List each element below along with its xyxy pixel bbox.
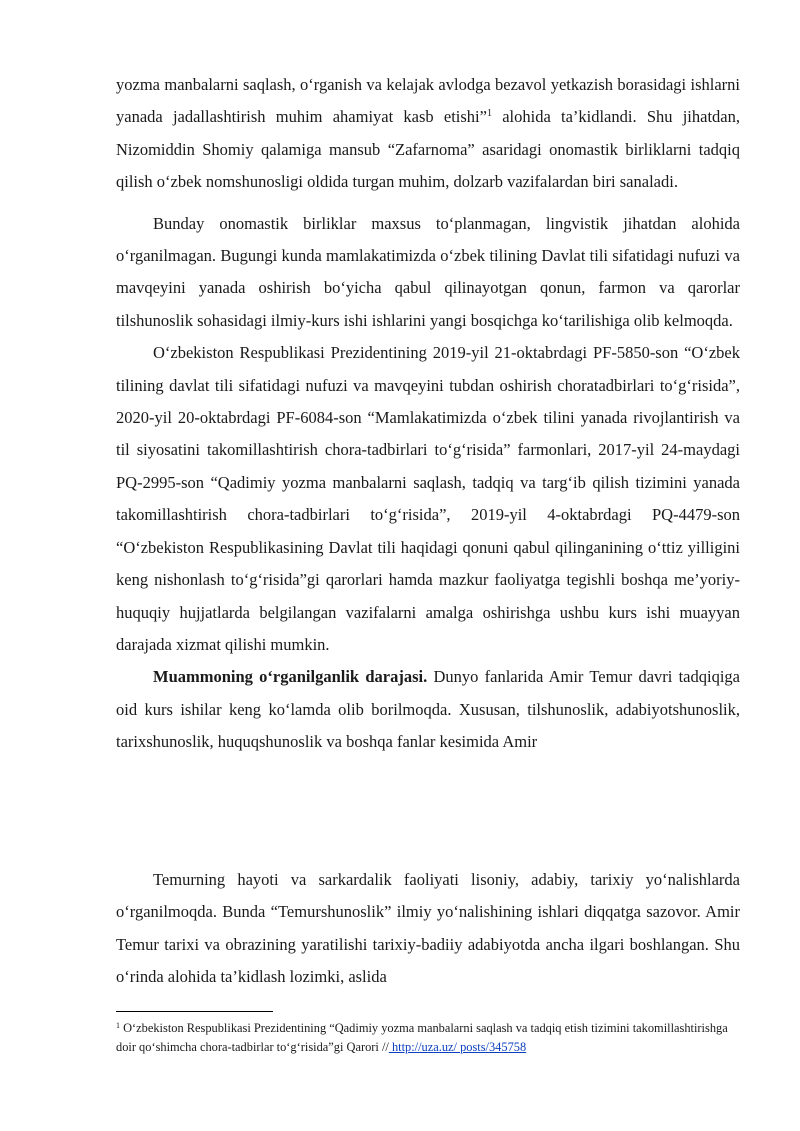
paragraph-3: O‘zbekiston Respublikasi Prezidentining 2019-yil 21-oktabrdagi PF-5850-son “O‘zbek tilining davlat tili sifatidagi nufuzi va mavqeyini tubdan oshirish choratadbirlari to‘g‘risida”, 2020-yil 20-oktabrdagi PF-6084-son “Mamlakatimizda o‘zbek tilini yanada rivojlantirish va til siyosatini takomillashtirish chora-tadbirlari to‘g‘risida” farmonlari, 2017-yil 24-maydagi PQ-2995-son “Qadimiy yozma manbalarni saqlash, tadqiq va targ‘ib qilish tizimini yanada takomillashtirish chora-tadbirlari to‘g‘risida”, 2019-yil 4-oktabrdagi PQ-4479-son “O‘zbekiston Respublikasining Davlat tili haqidagi qonuni qabul qilinganining o‘ttiz yilligini keng nishonlash to‘g‘risida”gi qarorlari hamda mazkur faoliyatga tegishli boshqa me’yoriy-huquqiy hujjatlarda belgilangan vazifalarni amalga oshirishga ushbu kurs ishi muayyan darajada xizmat qilishi mumkin. (116, 343, 740, 654)
footnote (116, 1019, 740, 1056)
footnote-reference[interactable]: 1 (486, 108, 492, 120)
body-text-top (116, 69, 740, 759)
footnote-separator (116, 1011, 273, 1012)
footnote-mark: 1 (116, 1021, 120, 1030)
paragraph-1: yozma manbalarni saqlash, o‘rganish va kelajak avlodga bezavol yetkazish borasidagi ishlarni yanada jadallashtirish muhim ahamiyat kasb etishi”$^1$ alohida ta’kidlandi. Shu jihatdan, Nizomiddin Shomiy qalamiga mansub “Zafarnoma” asaridagi onomastik birliklarni tadqiq qilish o‘zbek nomshunosligi oldida turgan muhim, dolzarb vazifalardan biri sanaladi. (116, 75, 740, 192)
body-text-bottom (116, 864, 740, 994)
paragraph-2: Bunday onomastik birliklar maxsus to‘planmagan, lingvistik jihatdan alohida o‘rganilmagan. Bugungi kunda mamlakatimizda o‘zbek tilining Davlat tili sifatidagi nufuzi va mavqeyini yanada oshirish bo‘yicha qabul qilinayotgan qonun, farmon va qarorlar tilshunoslik sohasidagi ilmiy-kurs ishi ishlarini yangi bosqichga ko‘tarilishiga olib kelmoqda. (116, 213, 740, 330)
paragraph-4: Muammoning o‘rganilganlik darajasi. Dunyo fanlarida Amir Temur davri tadqiqiga oid kurs ishilar keng ko‘lamda olib borilmoqda. Xususan, tilshunoslik, adabiyotshunoslik, tarixshunoslik, huquqshunoslik va boshqa fanlar kesimida Amir (116, 667, 740, 752)
section-heading: Muammoning o‘rganilganlik darajasi. (153, 667, 428, 687)
footnote-text: O‘zbekiston Respublikasi Prezidentining “Qadimiy yozma manbalarni saqlash va tadqiq etish tizimini takomillashtirishga doir qo‘shimcha chora-tadbirlar to‘g‘risida”gi Qarori // (116, 1021, 728, 1054)
footnote-link[interactable]: http://uza.uz/ posts/345758 (388, 1039, 527, 1054)
paragraph-5: Temurning hayoti va sarkardalik faoliyati lisoniy, adabiy, tarixiy yo‘nalishlarda o‘rganilmoqda. Bunda “Temurshunoslik” ilmiy yo‘nalishining ishlari diqqatga sazovor. Amir Temur tarixi va obrazining yaratilishi tarixiy-badiiy adabiyotda ancha ilgari boshlangan. Shu o‘rinda alohida ta’kidlash lozimki, aslida (116, 870, 740, 987)
